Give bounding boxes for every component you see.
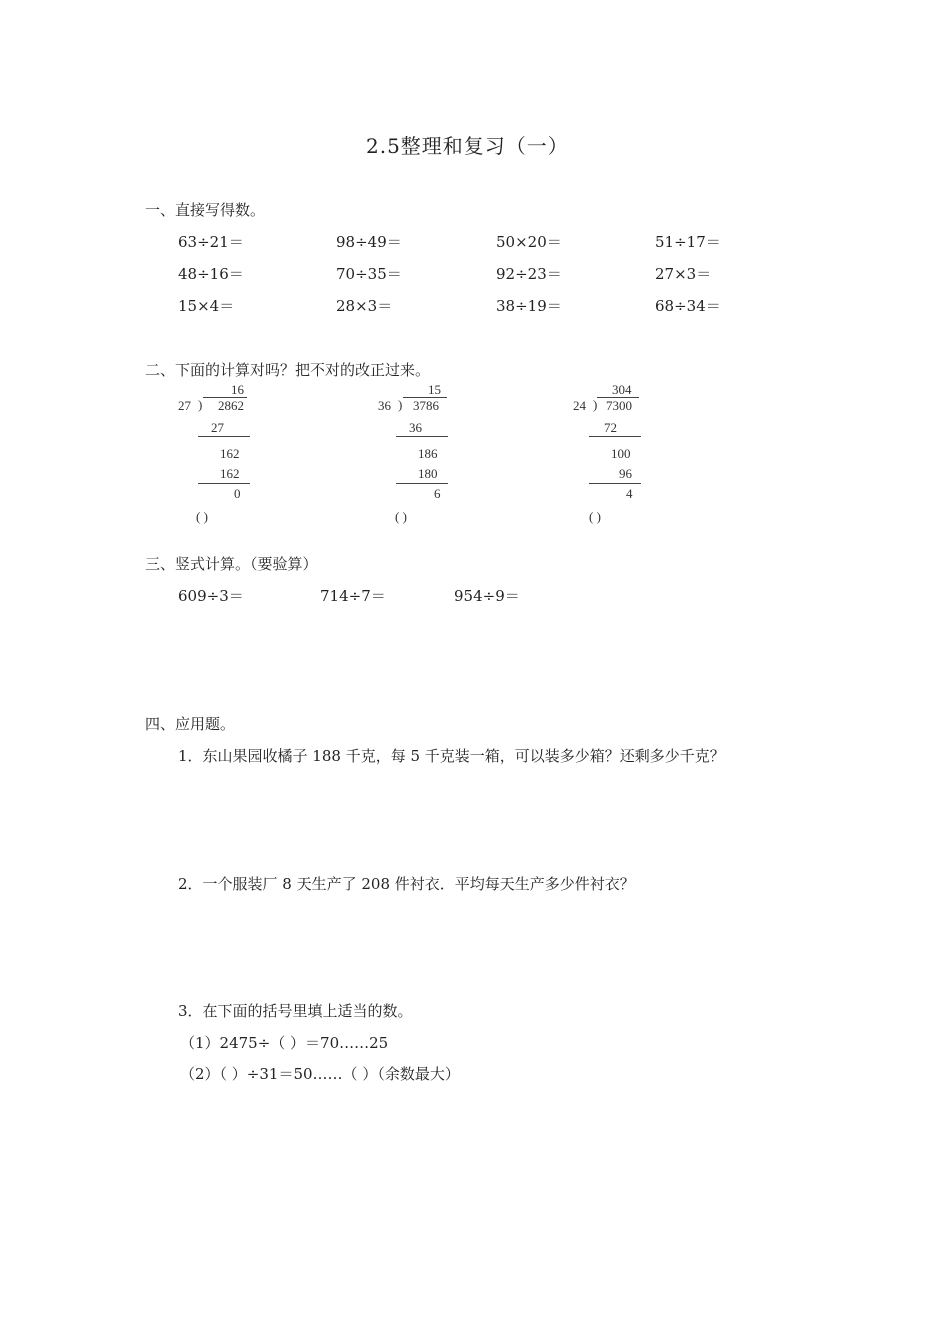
answer-paren: ( ) bbox=[589, 509, 601, 524]
section2-heading: 二、下面的计算对吗？把不对的改正过来。 bbox=[145, 361, 431, 379]
mental-math-item: 63÷21＝ bbox=[178, 233, 244, 251]
page-title: 2.5整理和复习（一） bbox=[366, 134, 569, 158]
answer-paren: ( ) bbox=[196, 509, 208, 524]
subtraction-line bbox=[198, 436, 250, 437]
step-product: 180 bbox=[418, 466, 438, 481]
dividend: 3786 bbox=[413, 398, 439, 413]
word-problem-3: 3．在下面的括号里填上适当的数。 bbox=[178, 1002, 413, 1020]
subtraction-line bbox=[396, 483, 448, 484]
subtraction-line bbox=[396, 436, 448, 437]
step-product: 36 bbox=[409, 420, 422, 435]
remainder: 6 bbox=[434, 486, 441, 501]
dividend: 7300 bbox=[606, 398, 632, 413]
step-product: 27 bbox=[211, 420, 224, 435]
section1-heading: 一、直接写得数。 bbox=[145, 201, 266, 219]
bracket: ) bbox=[198, 397, 203, 412]
fill-blank-1: （1）2475÷（ ）＝70……25 bbox=[180, 1034, 389, 1052]
quotient: 16 bbox=[231, 382, 244, 397]
mental-math-item: 68÷34＝ bbox=[655, 297, 721, 315]
subtraction-line bbox=[198, 483, 250, 484]
step-partial: 162 bbox=[220, 446, 240, 461]
step-product: 96 bbox=[619, 466, 632, 481]
word-problem-2: 2．一个服装厂 8 天生产了 208 件衬衣．平均每天生产多少件衬衣？ bbox=[178, 875, 635, 893]
answer-paren: ( ) bbox=[395, 509, 407, 524]
mental-math-item: 15×4＝ bbox=[178, 297, 235, 315]
mental-math-item: 38÷19＝ bbox=[496, 297, 562, 315]
vertical-calc-item: 954÷9＝ bbox=[454, 587, 520, 605]
mental-math-item: 98÷49＝ bbox=[336, 233, 402, 251]
subtraction-line bbox=[589, 436, 641, 437]
section4-heading: 四、应用题。 bbox=[145, 715, 236, 733]
mental-math-item: 92÷23＝ bbox=[496, 265, 562, 283]
divisor: 24 bbox=[573, 398, 586, 413]
step-partial: 100 bbox=[611, 446, 631, 461]
dividend: 2862 bbox=[218, 398, 244, 413]
mental-math-item: 50×20＝ bbox=[496, 233, 562, 251]
long-division-1 bbox=[178, 382, 268, 527]
mental-math-item: 27×3＝ bbox=[655, 265, 712, 283]
remainder: 4 bbox=[626, 486, 633, 501]
quotient: 304 bbox=[612, 382, 632, 397]
subtraction-line bbox=[589, 483, 641, 484]
vertical-calc-item: 714÷7＝ bbox=[320, 587, 386, 605]
long-division-2 bbox=[378, 382, 468, 527]
vertical-calc-item: 609÷3＝ bbox=[178, 587, 244, 605]
quotient: 15 bbox=[428, 382, 441, 397]
step-product: 162 bbox=[220, 466, 240, 481]
divisor: 27 bbox=[178, 398, 191, 413]
section3-heading: 三、竖式计算。（要验算） bbox=[145, 555, 318, 573]
bracket: ) bbox=[398, 397, 403, 412]
word-problem-1: 1．东山果园收橘子 188 千克，每 5 千克装一箱，可以装多少箱？还剩多少千克？ bbox=[178, 747, 725, 765]
mental-math-item: 51÷17＝ bbox=[655, 233, 721, 251]
mental-math-item: 70÷35＝ bbox=[336, 265, 402, 283]
mental-math-item: 28×3＝ bbox=[336, 297, 393, 315]
step-partial: 186 bbox=[418, 446, 438, 461]
divisor: 36 bbox=[378, 398, 391, 413]
step-product: 72 bbox=[604, 420, 617, 435]
long-division-3 bbox=[573, 382, 663, 527]
fill-blank-2: （2）（ ）÷31＝50……（ ）（余数最大） bbox=[180, 1065, 460, 1083]
bracket: ) bbox=[593, 397, 598, 412]
remainder: 0 bbox=[234, 486, 241, 501]
mental-math-item: 48÷16＝ bbox=[178, 265, 244, 283]
